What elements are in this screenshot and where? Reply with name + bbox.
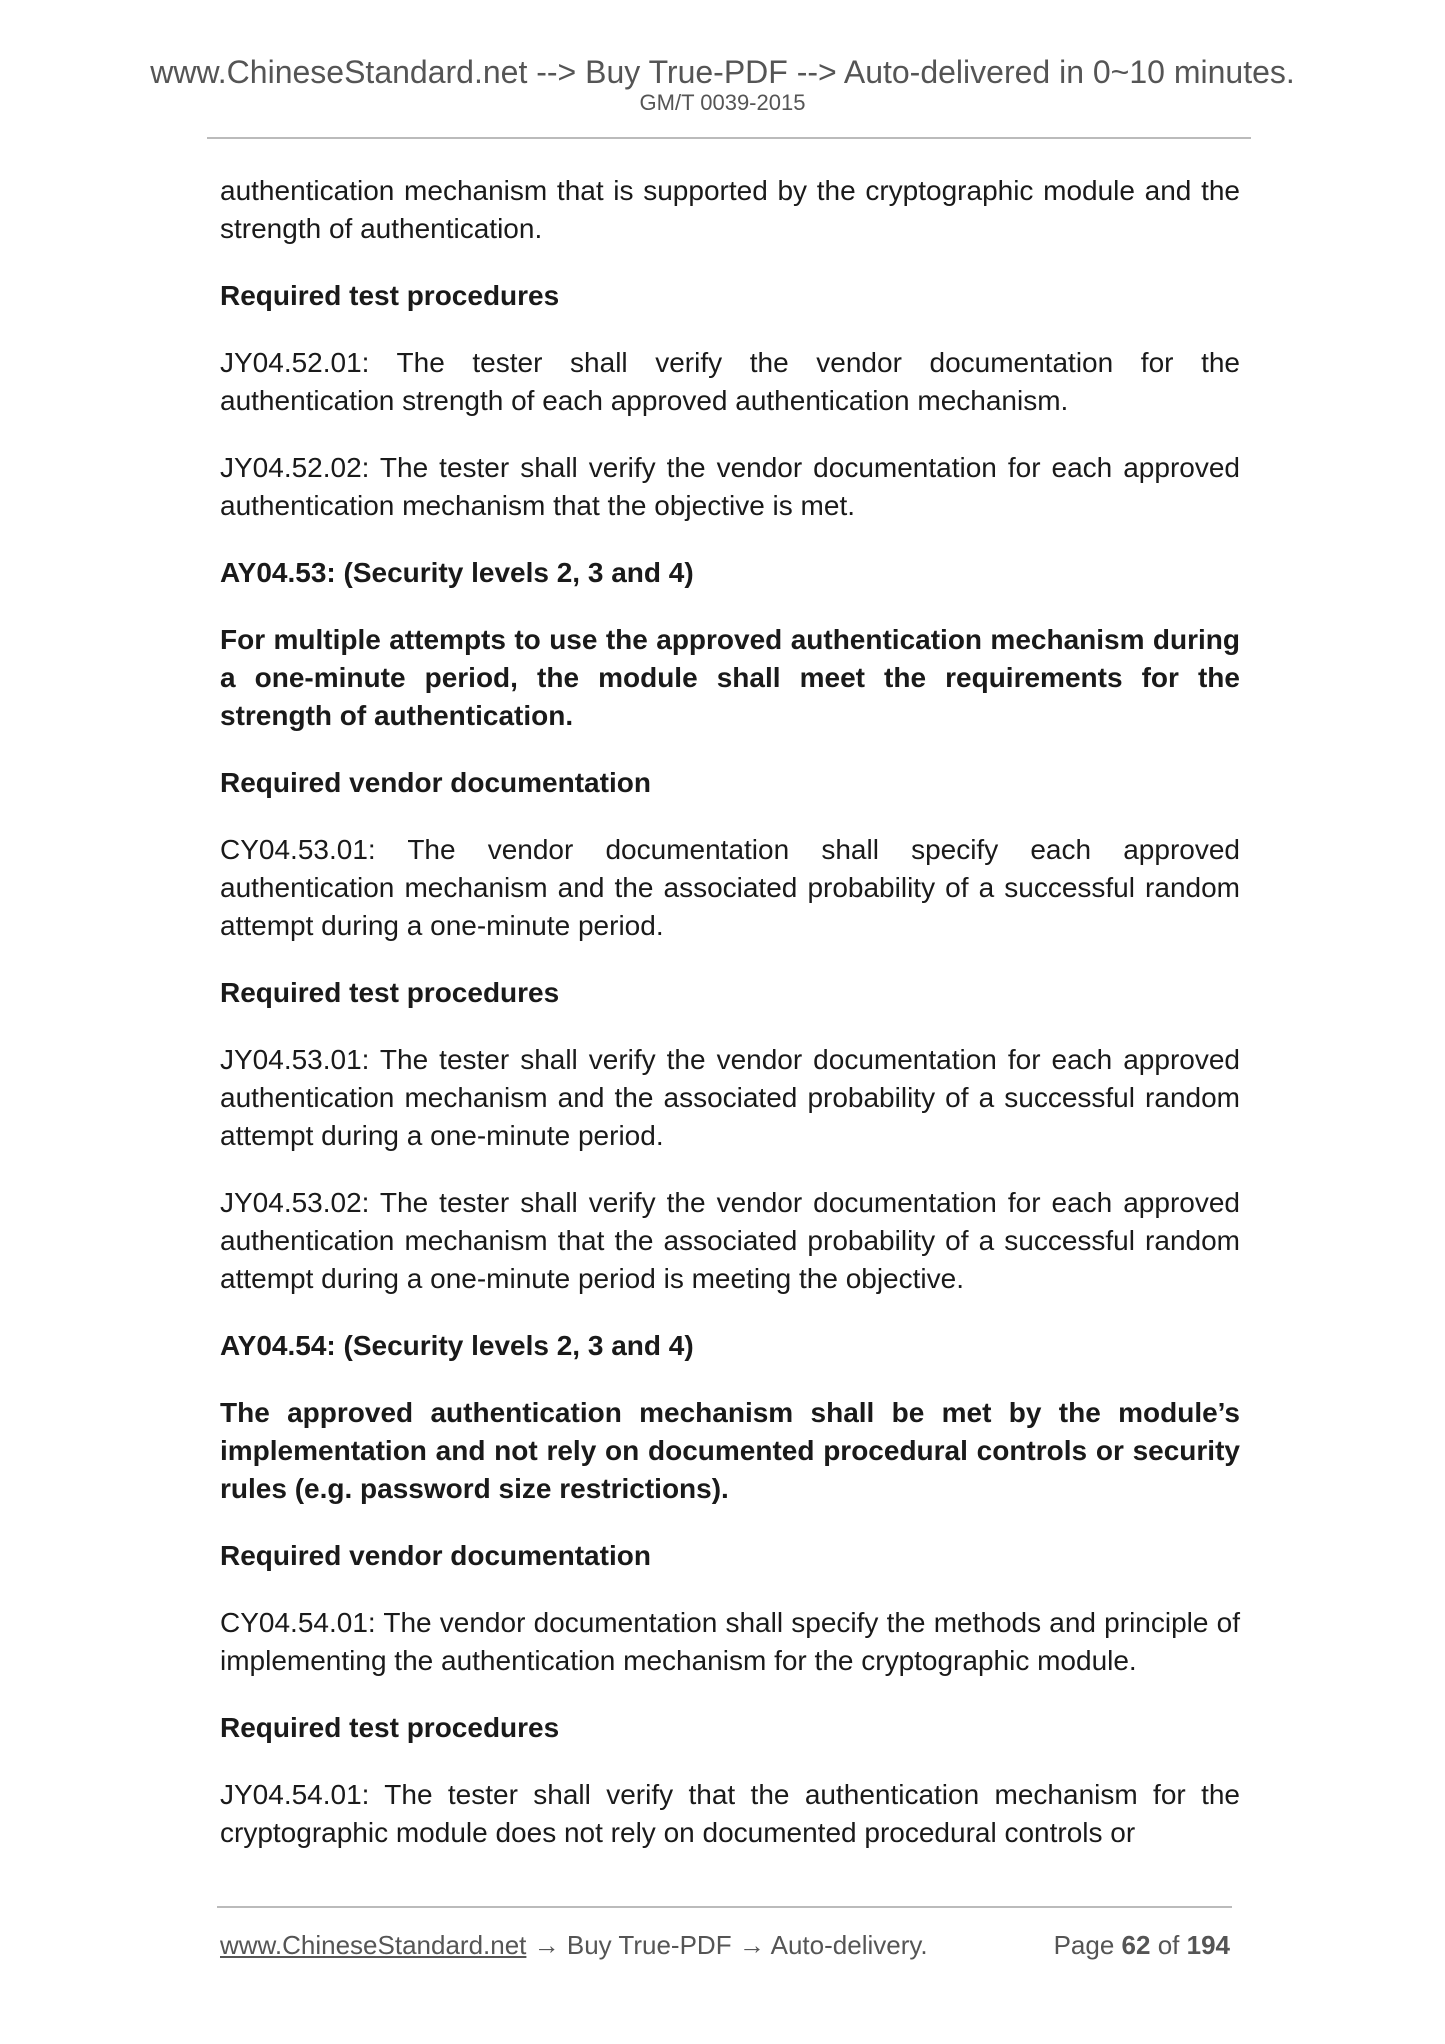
paragraph: JY04.54.01: The tester shall verify that the authentication mechanism for the cryptographic module does not rely on documented procedural controls or	[220, 1779, 1240, 1848]
requirement-text: The approved authentication mechanism shall be met by the module’s implementation and not rely on documented procedural controls or security rules (e.g. password size restrictions).	[220, 1397, 1240, 1504]
arrow-right-icon: →	[533, 1930, 560, 1960]
paragraph: JY04.53.01: The tester shall verify the vendor documentation for each approved authentication mechanism and the associated probability of a successful random attempt during a one-minute period.	[220, 1044, 1240, 1151]
requirement-heading: AY04.53: (Security levels 2, 3 and 4)	[220, 557, 694, 588]
section-heading: Required vendor documentation	[220, 1540, 651, 1571]
paragraph: CY04.53.01: The vendor documentation shall specify each approved authentication mechanism and the associated probability of a successful random attempt during a one-minute period.	[220, 834, 1240, 941]
arrow-right-icon: →	[738, 1930, 765, 1960]
paragraph: CY04.54.01: The vendor documentation shall specify the methods and principle of implementing the authentication mechanism for the cryptographic module.	[220, 1607, 1240, 1676]
page-footer	[220, 1928, 1230, 1962]
page-content	[220, 172, 1240, 1881]
standard-code: GM/T 0039-2015	[639, 90, 806, 115]
page-indicator	[1054, 1928, 1230, 1962]
footer-buy-text: Buy True-PDF	[566, 1930, 732, 1960]
footer-delivery-text: Auto-delivery.	[770, 1930, 928, 1960]
paragraph: JY04.52.02: The tester shall verify the vendor documentation for each approved authentication mechanism that the objective is met.	[220, 452, 1240, 521]
page-label: Page	[1053, 1930, 1115, 1960]
paragraph: JY04.52.01: The tester shall verify the vendor documentation for the authentication strength of each approved authentication mechanism.	[220, 347, 1240, 416]
header-divider	[207, 137, 1251, 139]
paragraph: authentication mechanism that is supported by the cryptographic module and the strength of authentication.	[220, 175, 1240, 244]
section-heading: Required test procedures	[220, 977, 560, 1008]
page-number: 62	[1121, 1930, 1151, 1960]
section-heading: Required test procedures	[220, 280, 560, 311]
section-heading: Required vendor documentation	[220, 767, 651, 798]
requirement-text: For multiple attempts to use the approved authentication mechanism during a one-minute period, the module shall meet the requirements for the strength of authentication.	[220, 624, 1240, 731]
paragraph: JY04.53.02: The tester shall verify the vendor documentation for each approved authentication mechanism that the associated probability of a successful random attempt during a one-minute period is meeting the objective.	[220, 1187, 1240, 1294]
footer-links	[220, 1928, 928, 1962]
header-banner: www.ChineseStandard.net --> Buy True-PDF --> Auto-delivered in 0~10 minutes.	[150, 54, 1295, 90]
footer-divider	[217, 1906, 1232, 1908]
of-label: of	[1157, 1930, 1180, 1960]
requirement-heading: AY04.54: (Security levels 2, 3 and 4)	[220, 1330, 694, 1361]
total-pages: 194	[1186, 1930, 1230, 1960]
footer-site-link[interactable]: www.ChineseStandard.net	[220, 1930, 527, 1960]
section-heading: Required test procedures	[220, 1712, 560, 1743]
